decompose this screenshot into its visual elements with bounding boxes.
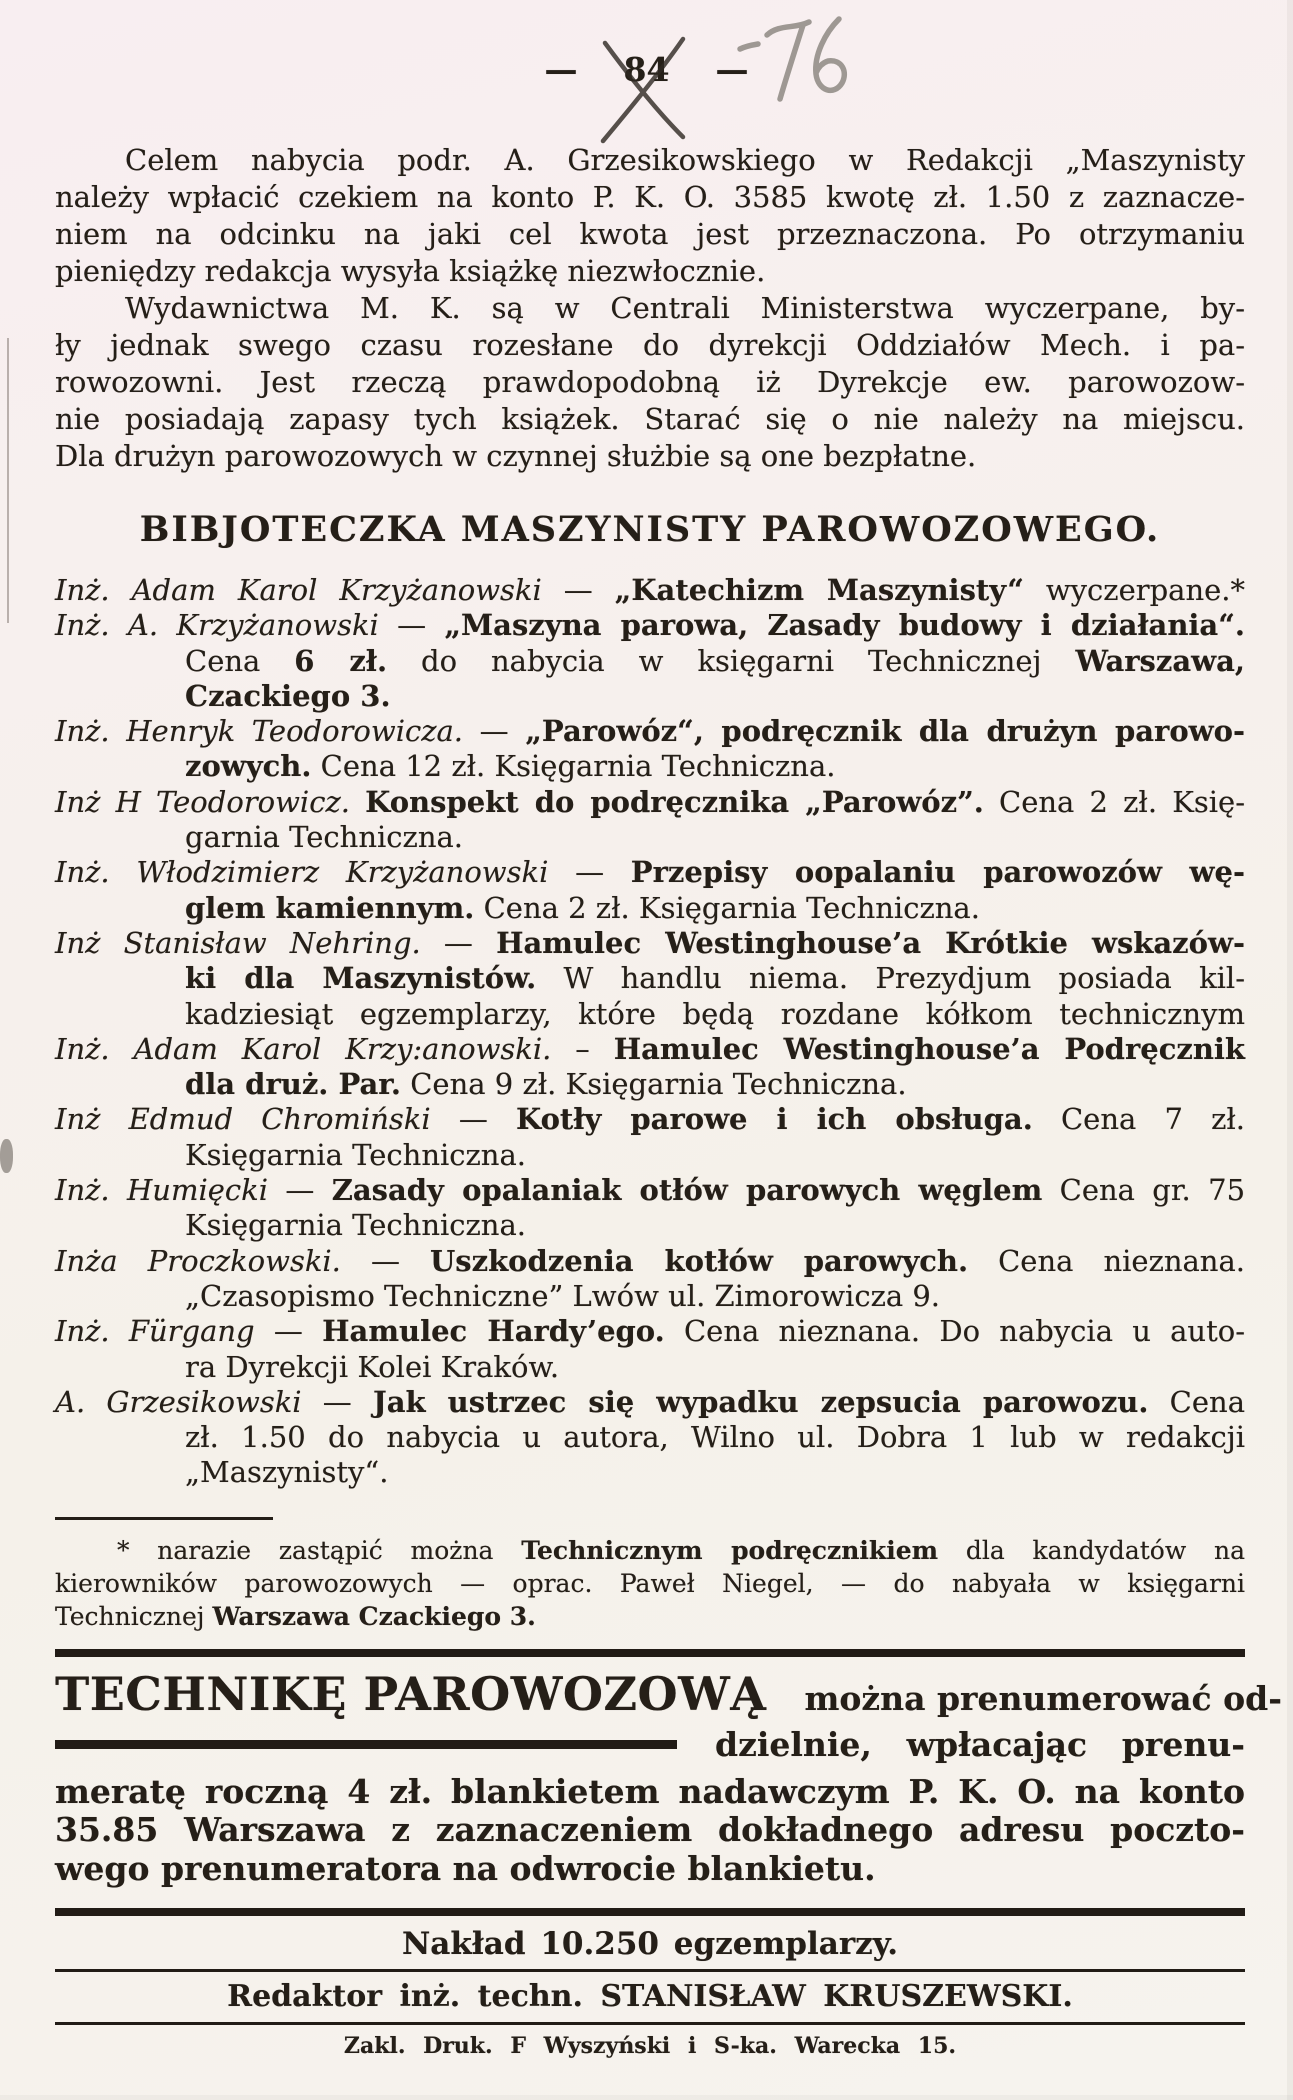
page-number-dash: —: [715, 50, 749, 89]
text-line: Czackiego 3.: [185, 678, 391, 713]
text-line: kadziesiąt egzemplarzy, które będą rozdane kółkom technicznym: [185, 996, 1245, 1031]
footer-rule-thick: [55, 1908, 1245, 1916]
text-line: glem kamiennym. Cena 2 zł. Księgarnia Techniczna.: [185, 890, 980, 925]
text-line: dzielnie, wpłacając prenu-: [715, 1724, 1245, 1764]
scan-artifact-smudge: [0, 1139, 13, 1173]
scan-artifact-edge: [1287, 0, 1293, 2100]
text-line: wego prenumeratora na odwrocie blankietu.: [55, 1848, 876, 1888]
text-line: nie posiadają zapasy tych książek. Starać się o nie należy na miejscu.: [55, 402, 1245, 436]
text-line: * narazie zastąpić można Technicznym podręcznikiem dla kandydatów na: [117, 1535, 1246, 1565]
text-line: Inż. Adam Karol Krzyżanowski — „Katechizm Maszynisty“ wyczerpane.*: [55, 573, 1245, 607]
text-line: Technicznej Warszawa Czackiego 3.: [55, 1601, 536, 1631]
text-line: A. Grzesikowski — Jak ustrzec się wypadku zepsucia parowozu. Cena: [55, 1384, 1245, 1419]
text-line: Księgarnia Techniczna.: [185, 1208, 526, 1243]
subscription-notice: [55, 1649, 1282, 1889]
print-run-line: Nakład 10.250 egzemplarzy.: [401, 1926, 899, 1963]
text-line: ra Dyrekcji Kolei Kraków.: [185, 1349, 560, 1384]
footnote-rule: [55, 1517, 273, 1520]
footnote: [55, 1517, 1245, 1633]
text-line: Inż. Fürgang — Hamulec Hardy’ego. Cena nieznana. Do nabycia u auto-: [55, 1314, 1246, 1349]
footer-rule-thin: [55, 1969, 1245, 1972]
text-line: „Maszynisty“.: [185, 1455, 389, 1490]
text-line: zł. 1.50 do nabycia u autora, Wilno ul. Dobra 1 lub w redakcji: [185, 1420, 1245, 1455]
text-line: meratę roczną 4 zł. blankietem nadawczym P. K. O. na konto: [55, 1771, 1245, 1811]
text-line: Inż. Henryk Teodorowicza. — „Parowóz“, podręcznik dla drużyn parowo-: [55, 714, 1246, 749]
text-line: Celem nabycia podr. A. Grzesikowskiego w Redakcji „Maszynisty: [125, 143, 1245, 177]
section-heading: BIBJOTECZKA MASZYNISTY PAROWOZOWEGO.: [139, 509, 1161, 550]
bibliography-list: [55, 573, 1245, 1491]
text-line: Cena 6 zł. do nabycia w księgarni Technicznej Warszawa,: [185, 643, 1245, 678]
page-number: [0, 50, 1293, 90]
text-line: można prenumerować od-: [804, 1678, 1282, 1718]
text-line: ki dla Maszynistów. W handlu niema. Prezydjum posiada kil-: [185, 961, 1245, 996]
editor-line: Redaktor inż. techn. STANISŁAW KRUSZEWSKI.: [227, 1979, 1073, 2015]
text-line: 35.85 Warszawa z zaznaczeniem dokładnego adresu poczto-: [55, 1810, 1245, 1850]
text-line: „Czasopismo Techniczne” Lwów ul. Zimorowicza 9.: [185, 1278, 941, 1313]
text-line: ły jednak swego czasu rozesłane do dyrekcji Oddziałów Mech. i pa-: [55, 328, 1245, 362]
text-line: Inża Proczkowski. — Uszkodzenia kotłów parowych. Cena nieznana.: [55, 1243, 1245, 1278]
footnote-lines: [55, 1534, 1245, 1633]
text-line: rowozowni. Jest rzeczą prawdopodobną iż Dyrekcje ew. parowozow-: [55, 365, 1245, 399]
text-line: Księgarnia Techniczna.: [185, 1137, 526, 1172]
text-line: Inż. Humięcki — Zasady opalaniak otłów parowych węglem Cena gr. 75: [55, 1173, 1246, 1208]
text-line: Inż Edmud Chromiński — Kotły parowe i ich obsługa. Cena 7 zł.: [55, 1102, 1246, 1137]
promo-title-underline: [55, 1740, 677, 1749]
page-number-value: 84: [623, 50, 670, 89]
text-line: garnia Techniczna.: [185, 820, 464, 855]
footer-rule-thin: [55, 2022, 1245, 2025]
text-line: Wydawnictwa M. K. są w Centrali Ministerstwa wyczerpane, by-: [125, 291, 1245, 325]
text-line: Dla drużyn parowozowych w czynnej służbie są one bezpłatne.: [55, 439, 977, 473]
text-line: Inż H Teodorowicz. Konspekt do podręcznika „Parowóz”. Cena 2 zł. Księ-: [55, 784, 1246, 819]
printer-line: Zakl. Druk. F Wyszyński i S-ka. Warecka 15.: [343, 2033, 957, 2060]
text-line: Inż Stanisław Nehring. — Hamulec Westinghouse’a Krótkie wskazów-: [55, 925, 1245, 960]
promo-title: TECHNIKĘ PAROWOZOWĄ: [55, 1666, 767, 1721]
text-line: Inż. Adam Karol Krzy:anowski. – Hamulec Westinghouse’a Podręcznik: [55, 1031, 1246, 1066]
scan-artifact-edge: [0, 2095, 1293, 2100]
text-line: Inż. A. Krzyżanowski — „Maszyna parowa, Zasady budowy i działania“.: [55, 608, 1245, 643]
text-line: należy wpłacić czekiem na konto P. K. O. 3585 kwotę zł. 1.50 z zaznacze-: [55, 180, 1245, 214]
text-line: Inż. Włodzimierz Krzyżanowski — Przepisy oopalaniu parowozów wę-: [55, 855, 1246, 890]
promo-text: [55, 1773, 1245, 1889]
scan-artifact-line: [7, 338, 9, 623]
text-line: kierowników parowozowych — oprac. Paweł Niegel, — do nabyała w księgarni: [55, 1568, 1245, 1598]
text-line: niem na odcinku na jaki cel kwota jest przeznaczona. Po otrzymaniu: [55, 217, 1245, 251]
text-line: dla druż. Par. Cena 9 zł. Księgarnia Techniczna.: [185, 1067, 907, 1102]
page-footer: [55, 1908, 1245, 2059]
text-line: pieniędzy redakcja wysyła książkę niezwłocznie.: [55, 254, 766, 288]
intro-paragraph-2: [55, 290, 1245, 475]
text-line: zowych. Cena 12 zł. Księgarnia Techniczna.: [185, 749, 836, 784]
intro-paragraph-1: [55, 142, 1245, 290]
handwritten-number-note: [735, 12, 860, 112]
divider-rule-top: [55, 1649, 1245, 1657]
page-number-dash: —: [544, 50, 578, 89]
